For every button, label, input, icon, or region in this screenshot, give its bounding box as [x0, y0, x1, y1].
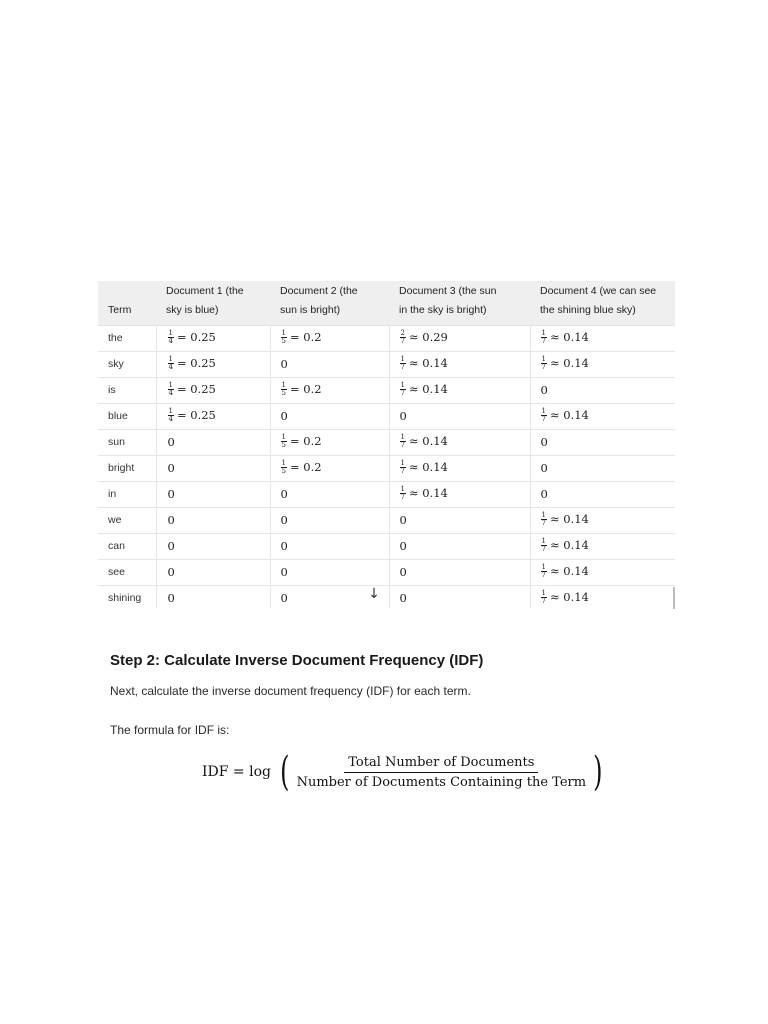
- formula-close-paren: ): [593, 749, 603, 795]
- term-cell: sky: [98, 351, 156, 377]
- value-text: 0: [540, 435, 548, 449]
- tf-value-cell: [389, 455, 530, 481]
- term-cell: blue: [98, 403, 156, 429]
- tf-value-cell: [389, 585, 530, 608]
- fraction: [168, 408, 174, 423]
- fraction-numerator: 1: [541, 588, 546, 597]
- fraction: [168, 356, 174, 371]
- formula-lhs: IDF = log: [202, 764, 271, 780]
- table-row: [98, 585, 675, 608]
- fraction-denominator: 7: [400, 362, 405, 371]
- fraction: [281, 330, 287, 345]
- fraction: [400, 382, 406, 397]
- tf-value-cell: [270, 403, 389, 429]
- table-row: [98, 559, 675, 585]
- tf-value-cell: [530, 585, 675, 608]
- value-text: ≈ 0.14: [408, 382, 448, 397]
- fraction: [541, 538, 547, 553]
- value-text: ≈ 0.14: [549, 564, 589, 579]
- value-text: ≈ 0.14: [549, 408, 589, 423]
- fraction-denominator: 7: [541, 336, 546, 345]
- fraction-numerator: 1: [400, 380, 405, 389]
- fraction-denominator: 7: [541, 544, 546, 553]
- value-text: 0: [167, 435, 175, 449]
- term-cell: the: [98, 325, 156, 351]
- table-row: [98, 429, 675, 455]
- fraction-numerator: 1: [281, 328, 286, 337]
- fraction-numerator: 1: [281, 458, 286, 467]
- fraction: [541, 590, 547, 605]
- tf-value-cell: [270, 559, 389, 585]
- fraction-denominator: 7: [541, 518, 546, 527]
- value-text: 0: [280, 591, 288, 605]
- fraction-denominator: 7: [400, 440, 405, 449]
- formula-fraction: [293, 755, 591, 790]
- tf-value-cell: [530, 351, 675, 377]
- fraction-denominator: 4: [168, 414, 173, 423]
- header-document-1: [156, 281, 270, 325]
- value-text: ≈ 0.14: [549, 330, 589, 345]
- tf-value-cell: [530, 559, 675, 585]
- formula-open-paren: (: [280, 749, 290, 795]
- tf-value-cell: [270, 377, 389, 403]
- value-text: = 0.2: [289, 460, 322, 475]
- tf-value-cell: [270, 481, 389, 507]
- table-row: [98, 481, 675, 507]
- tf-value-cell: [156, 533, 270, 559]
- header-line-2: the shining blue sky): [540, 303, 636, 316]
- fraction-denominator: 7: [541, 596, 546, 605]
- fraction-numerator: 2: [400, 328, 405, 337]
- fraction-numerator: 1: [541, 510, 546, 519]
- fraction: [168, 382, 174, 397]
- table-row: [98, 533, 675, 559]
- fraction-denominator: 4: [168, 362, 173, 371]
- tf-value-cell: [389, 351, 530, 377]
- tf-value-cell: [270, 429, 389, 455]
- header-line-2: sky is blue): [166, 303, 219, 316]
- tf-value-cell: [389, 403, 530, 429]
- value-text: = 0.25: [176, 356, 216, 371]
- fraction: [281, 460, 287, 475]
- term-cell: see: [98, 559, 156, 585]
- tf-value-cell: [530, 325, 675, 351]
- table-row: [98, 507, 675, 533]
- term-cell: bright: [98, 455, 156, 481]
- formula-denominator: Number of Documents Containing the Term: [296, 774, 587, 790]
- fraction-denominator: 7: [400, 466, 405, 475]
- tf-value-cell: [389, 507, 530, 533]
- fraction-denominator: 7: [541, 414, 546, 423]
- tf-value-cell: [156, 559, 270, 585]
- table-body: [98, 325, 675, 608]
- fraction-numerator: 1: [168, 380, 173, 389]
- tf-value-cell: [389, 377, 530, 403]
- fraction-denominator: 7: [400, 492, 405, 501]
- value-text: 0: [167, 487, 175, 501]
- fraction-numerator: 1: [400, 432, 405, 441]
- header-line-1: Document 3 (the sun: [399, 284, 497, 297]
- fraction: [400, 460, 406, 475]
- header-document-3: [389, 281, 530, 325]
- fraction-denominator: 5: [281, 388, 286, 397]
- fraction-numerator: 1: [541, 562, 546, 571]
- tf-table-container: [98, 281, 675, 608]
- tf-value-cell: [270, 325, 389, 351]
- header-line-1: Document 1 (the: [166, 284, 244, 297]
- fraction-numerator: 1: [400, 354, 405, 363]
- value-text: 0: [399, 591, 407, 605]
- tf-value-cell: [530, 403, 675, 429]
- tf-value-cell: [156, 585, 270, 608]
- tf-value-cell: [530, 377, 675, 403]
- header-line-2: in the sky is bright): [399, 303, 487, 316]
- value-text: = 0.2: [289, 434, 322, 449]
- value-text: ≈ 0.14: [408, 486, 448, 501]
- value-text: = 0.25: [176, 408, 216, 423]
- value-text: 0: [167, 539, 175, 553]
- fraction-numerator: 1: [168, 354, 173, 363]
- value-text: 0: [280, 513, 288, 527]
- header-line-2: sun is bright): [280, 303, 341, 316]
- fraction-numerator: 1: [541, 328, 546, 337]
- value-text: 0: [167, 513, 175, 527]
- header-line-1: Document 4 (we can see: [540, 284, 657, 297]
- header-line-1: [108, 282, 156, 301]
- fraction: [541, 330, 547, 345]
- fraction: [400, 330, 406, 345]
- tf-value-cell: [156, 377, 270, 403]
- arrow-down-icon[interactable]: ↓: [368, 586, 380, 602]
- tf-value-cell: [389, 559, 530, 585]
- value-text: ≈ 0.14: [408, 434, 448, 449]
- value-text: 0: [399, 565, 407, 579]
- term-frequency-table: [98, 281, 675, 608]
- tf-value-cell: [270, 455, 389, 481]
- term-cell: sun: [98, 429, 156, 455]
- tf-value-cell: [156, 351, 270, 377]
- value-text: 0: [280, 409, 288, 423]
- tf-value-cell: [156, 325, 270, 351]
- value-text: ≈ 0.14: [408, 356, 448, 371]
- value-text: ≈ 0.14: [549, 512, 589, 527]
- term-cell: is: [98, 377, 156, 403]
- tf-value-cell: [156, 403, 270, 429]
- term-cell: we: [98, 507, 156, 533]
- tf-value-cell: [530, 533, 675, 559]
- tf-value-cell: [270, 351, 389, 377]
- value-text: 0: [399, 409, 407, 423]
- fraction-denominator: 7: [541, 362, 546, 371]
- tf-value-cell: [530, 455, 675, 481]
- fraction-denominator: 7: [400, 336, 405, 345]
- tf-value-cell: [270, 533, 389, 559]
- fraction-numerator: 1: [168, 328, 173, 337]
- fraction: [400, 486, 406, 501]
- fraction-denominator: 5: [281, 440, 286, 449]
- value-text: 0: [399, 539, 407, 553]
- fraction-denominator: 7: [400, 388, 405, 397]
- header-line-1: Document 2 (the: [280, 284, 358, 297]
- value-text: = 0.2: [289, 330, 322, 345]
- fraction-denominator: 7: [541, 570, 546, 579]
- header-document-2: [270, 281, 389, 325]
- fraction: [541, 356, 547, 371]
- tf-value-cell: [156, 455, 270, 481]
- section-heading: Step 2: Calculate Inverse Document Frequency (IDF): [110, 652, 484, 669]
- value-text: ≈ 0.14: [549, 538, 589, 553]
- value-text: ≈ 0.29: [408, 330, 448, 345]
- fraction-numerator: 1: [400, 484, 405, 493]
- value-text: 0: [540, 383, 548, 397]
- value-text: = 0.25: [176, 382, 216, 397]
- value-text: 0: [280, 539, 288, 553]
- fraction: [168, 330, 174, 345]
- value-text: ≈ 0.14: [408, 460, 448, 475]
- value-text: = 0.25: [176, 330, 216, 345]
- header-line-2: Term: [108, 303, 132, 316]
- fraction-numerator: 1: [281, 432, 286, 441]
- tf-value-cell: [530, 481, 675, 507]
- tf-value-cell: [389, 481, 530, 507]
- value-text: 0: [167, 565, 175, 579]
- value-text: 0: [280, 357, 288, 371]
- fraction: [541, 564, 547, 579]
- tf-value-cell: [530, 507, 675, 533]
- tf-value-cell: [389, 429, 530, 455]
- table-row: [98, 403, 675, 429]
- tf-value-cell: [156, 429, 270, 455]
- term-cell: can: [98, 533, 156, 559]
- value-text: 0: [280, 565, 288, 579]
- tf-value-cell: [156, 507, 270, 533]
- value-text: 0: [540, 461, 548, 475]
- term-cell: shining: [98, 585, 156, 608]
- fraction-numerator: 1: [400, 458, 405, 467]
- value-text: = 0.2: [289, 382, 322, 397]
- fraction-numerator: 1: [541, 536, 546, 545]
- table-row: [98, 455, 675, 481]
- fraction: [281, 382, 287, 397]
- value-text: ≈ 0.14: [549, 590, 589, 605]
- tf-value-cell: [389, 533, 530, 559]
- formula-intro-text: The formula for IDF is:: [110, 723, 230, 737]
- fraction-denominator: 4: [168, 388, 173, 397]
- tf-value-cell: [530, 429, 675, 455]
- header-term: [98, 281, 156, 325]
- tf-value-cell: [389, 325, 530, 351]
- value-text: 0: [280, 487, 288, 501]
- fraction-denominator: 5: [281, 336, 286, 345]
- tf-value-cell: [156, 481, 270, 507]
- formula-numerator: Total Number of Documents: [344, 755, 538, 773]
- fraction-numerator: 1: [541, 354, 546, 363]
- fraction-denominator: 5: [281, 466, 286, 475]
- fraction: [541, 408, 547, 423]
- term-cell: in: [98, 481, 156, 507]
- value-text: 0: [399, 513, 407, 527]
- value-text: 0: [540, 487, 548, 501]
- fraction: [400, 434, 406, 449]
- fraction: [400, 356, 406, 371]
- value-text: ≈ 0.14: [549, 356, 589, 371]
- header-document-4: [530, 281, 675, 325]
- horizontal-scrollbar[interactable]: [673, 587, 675, 609]
- idf-formula: [202, 748, 606, 796]
- fraction-numerator: 1: [281, 380, 286, 389]
- value-text: 0: [167, 461, 175, 475]
- table-header-row: [98, 281, 675, 325]
- fraction-denominator: 4: [168, 336, 173, 345]
- tf-value-cell: [270, 507, 389, 533]
- fraction: [541, 512, 547, 527]
- table-row: [98, 377, 675, 403]
- fraction-numerator: 1: [168, 406, 173, 415]
- table-row: [98, 325, 675, 351]
- table-row: [98, 351, 675, 377]
- fraction: [281, 434, 287, 449]
- value-text: 0: [167, 591, 175, 605]
- intro-text: Next, calculate the inverse document frequency (IDF) for each term.: [110, 684, 471, 698]
- fraction-numerator: 1: [541, 406, 546, 415]
